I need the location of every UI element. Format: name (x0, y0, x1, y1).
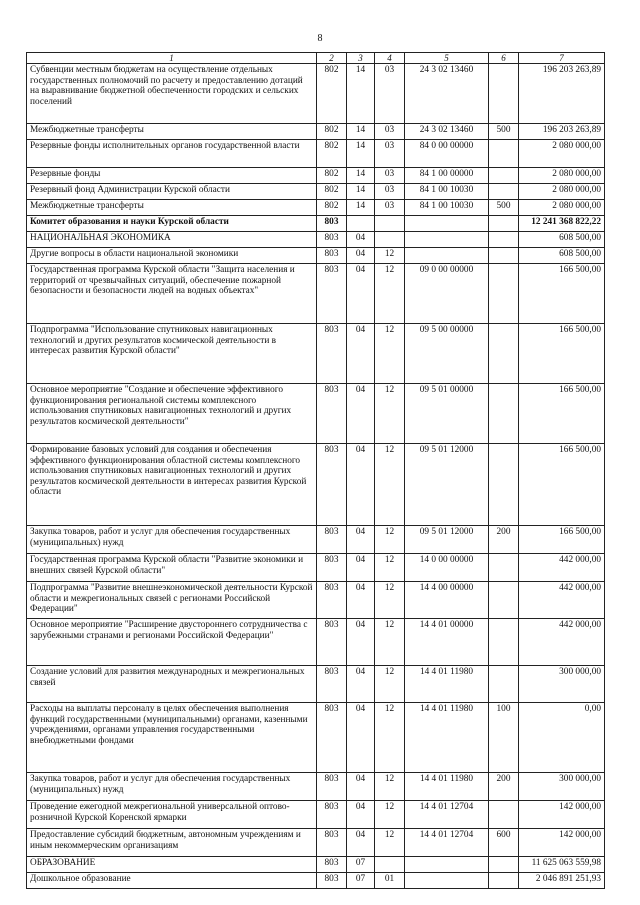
ministry-code-cell: 803 (317, 582, 347, 619)
amount-cell: 442 000,00 (519, 619, 605, 666)
subsection-code-cell: 03 (375, 200, 405, 216)
section-code-cell: 04 (347, 666, 375, 703)
target-article-cell: 84 0 00 00000 (405, 140, 489, 168)
expense-type-cell: 500 (489, 200, 519, 216)
target-article-cell: 24 3 02 13460 (405, 124, 489, 140)
target-article-cell: 09 5 01 12000 (405, 526, 489, 554)
subsection-code-cell: 01 (375, 873, 405, 889)
expense-type-cell (489, 264, 519, 324)
section-code-cell: 04 (347, 829, 375, 857)
expense-type-cell: 100 (489, 703, 519, 773)
section-code-cell: 14 (347, 200, 375, 216)
section-code-cell: 14 (347, 140, 375, 168)
item-name-cell: Межбюджетные трансферты (27, 200, 317, 216)
target-article-cell: 09 5 01 12000 (405, 444, 489, 526)
subsection-code-cell: 03 (375, 140, 405, 168)
table-row (27, 801, 605, 829)
expense-type-cell (489, 619, 519, 666)
target-article-cell (405, 873, 489, 889)
subsection-code-cell: 12 (375, 582, 405, 619)
subsection-code-cell: 12 (375, 324, 405, 384)
table-row (27, 582, 605, 619)
column-header: 7 (519, 53, 605, 64)
table-row (27, 124, 605, 140)
target-article-cell: 14 4 01 11980 (405, 666, 489, 703)
column-header: 1 (27, 53, 317, 64)
table-row (27, 666, 605, 703)
subsection-code-cell: 12 (375, 384, 405, 444)
target-article-cell: 84 1 00 00000 (405, 168, 489, 184)
expense-type-cell (489, 857, 519, 873)
item-name-cell: ОБРАЗОВАНИЕ (27, 857, 317, 873)
section-code-cell: 14 (347, 124, 375, 140)
section-code-cell: 14 (347, 64, 375, 124)
amount-cell: 442 000,00 (519, 554, 605, 582)
amount-cell: 2 046 891 251,93 (519, 873, 605, 889)
ministry-code-cell: 803 (317, 619, 347, 666)
target-article-cell: 14 4 01 11980 (405, 773, 489, 801)
ministry-code-cell: 803 (317, 248, 347, 264)
section-code-cell: 04 (347, 324, 375, 384)
column-header: 4 (375, 53, 405, 64)
table-row (27, 168, 605, 184)
ministry-code-cell: 802 (317, 184, 347, 200)
item-name-cell: Субвенции местным бюджетам на осуществление отдельных государственных полномочий по расчету и предоставлению дотаций на выравнивание бюджетной обеспеченности городских и сельских поселений (27, 64, 317, 124)
table-row (27, 248, 605, 264)
target-article-cell: 09 5 00 00000 (405, 324, 489, 384)
expense-type-cell (489, 216, 519, 232)
amount-cell: 142 000,00 (519, 801, 605, 829)
target-article-cell: 14 0 00 00000 (405, 554, 489, 582)
target-article-cell (405, 232, 489, 248)
expense-type-cell (489, 64, 519, 124)
table-row (27, 324, 605, 384)
subsection-code-cell: 12 (375, 801, 405, 829)
subsection-code-cell: 03 (375, 168, 405, 184)
target-article-cell: 09 5 01 00000 (405, 384, 489, 444)
section-code-cell: 04 (347, 619, 375, 666)
amount-cell: 166 500,00 (519, 264, 605, 324)
ministry-code-cell: 802 (317, 124, 347, 140)
table-row (27, 216, 605, 232)
expense-type-cell (489, 232, 519, 248)
expense-type-cell (489, 184, 519, 200)
subsection-code-cell: 12 (375, 554, 405, 582)
expense-type-cell (489, 666, 519, 703)
amount-cell: 12 241 368 822,22 (519, 216, 605, 232)
amount-cell: 0,00 (519, 703, 605, 773)
column-header: 2 (317, 53, 347, 64)
target-article-cell: 14 4 01 00000 (405, 619, 489, 666)
expense-type-cell (489, 140, 519, 168)
section-code-cell: 04 (347, 384, 375, 444)
budget-table (26, 52, 605, 889)
subsection-code-cell: 12 (375, 666, 405, 703)
section-code-cell: 04 (347, 554, 375, 582)
section-code-cell (347, 216, 375, 232)
item-name-cell: Резервные фонды исполнительных органов государственной власти (27, 140, 317, 168)
item-name-cell: Закупка товаров, работ и услуг для обеспечения государственных (муниципальных) нужд (27, 773, 317, 801)
amount-cell: 166 500,00 (519, 444, 605, 526)
subsection-code-cell: 12 (375, 444, 405, 526)
amount-cell: 166 500,00 (519, 324, 605, 384)
target-article-cell: 14 4 01 12704 (405, 801, 489, 829)
section-code-cell: 04 (347, 703, 375, 773)
subsection-code-cell: 12 (375, 264, 405, 324)
ministry-code-cell: 803 (317, 444, 347, 526)
table-row (27, 829, 605, 857)
expense-type-cell (489, 168, 519, 184)
expense-type-cell (489, 582, 519, 619)
amount-cell: 166 500,00 (519, 526, 605, 554)
amount-cell: 2 080 000,00 (519, 184, 605, 200)
section-code-cell: 07 (347, 873, 375, 889)
subsection-code-cell: 12 (375, 526, 405, 554)
expense-type-cell (489, 444, 519, 526)
ministry-code-cell: 802 (317, 200, 347, 216)
amount-cell: 11 625 063 559,98 (519, 857, 605, 873)
ministry-code-cell: 803 (317, 873, 347, 889)
ministry-code-cell: 803 (317, 857, 347, 873)
amount-cell: 300 000,00 (519, 773, 605, 801)
ministry-code-cell: 803 (317, 384, 347, 444)
table-row (27, 64, 605, 124)
ministry-code-cell: 803 (317, 526, 347, 554)
item-name-cell: НАЦИОНАЛЬНАЯ ЭКОНОМИКА (27, 232, 317, 248)
ministry-code-cell: 803 (317, 703, 347, 773)
column-header: 6 (489, 53, 519, 64)
section-code-cell: 04 (347, 526, 375, 554)
target-article-cell (405, 248, 489, 264)
expense-type-cell: 200 (489, 773, 519, 801)
subsection-code-cell: 12 (375, 619, 405, 666)
section-code-cell: 04 (347, 248, 375, 264)
amount-cell: 2 080 000,00 (519, 200, 605, 216)
ministry-code-cell: 803 (317, 216, 347, 232)
ministry-code-cell: 803 (317, 264, 347, 324)
table-row (27, 232, 605, 248)
amount-cell: 300 000,00 (519, 666, 605, 703)
amount-cell: 166 500,00 (519, 384, 605, 444)
table-row (27, 857, 605, 873)
subsection-code-cell: 12 (375, 248, 405, 264)
amount-cell: 196 203 263,89 (519, 64, 605, 124)
table-row (27, 140, 605, 168)
expense-type-cell (489, 248, 519, 264)
item-name-cell: Основное мероприятие "Расширение двустороннего сотрудничества с зарубежными странами и регионами Российской Федерации" (27, 619, 317, 666)
item-name-cell: Межбюджетные трансферты (27, 124, 317, 140)
table-row (27, 184, 605, 200)
target-article-cell: 14 4 01 11980 (405, 703, 489, 773)
item-name-cell: Дошкольное образование (27, 873, 317, 889)
target-article-cell (405, 857, 489, 873)
section-code-cell: 14 (347, 168, 375, 184)
section-code-cell: 04 (347, 232, 375, 248)
target-article-cell: 14 4 01 12704 (405, 829, 489, 857)
item-name-cell: Формирование базовых условий для создания и обеспечения эффективного функционирования областной системы комплексного использования спутниковых навигационных технологий и других результатов космической деятельности в интересах развития Курской области (27, 444, 317, 526)
table-row (27, 264, 605, 324)
section-code-cell: 14 (347, 184, 375, 200)
item-name-cell: Проведение ежегодной межрегиональной универсальной оптово-розничной Курской Коренской ярмарки (27, 801, 317, 829)
expense-type-cell (489, 324, 519, 384)
subsection-code-cell: 12 (375, 773, 405, 801)
subsection-code-cell: 12 (375, 829, 405, 857)
item-name-cell: Государственная программа Курской области "Развитие экономики и внешних связей Курской области" (27, 554, 317, 582)
section-code-cell: 04 (347, 264, 375, 324)
item-name-cell: Предоставление субсидий бюджетным, автономным учреждениям и иным некоммерческим организациям (27, 829, 317, 857)
item-name-cell: Основное мероприятие "Создание и обеспечение эффективного функционирования региональной системы комплексного использования спутниковых навигационных технологий и других результатов космической деятельности" (27, 384, 317, 444)
item-name-cell: Подпрограмма "Развитие внешнеэкономической деятельности Курской области и межрегиональных связей с регионами Российской Федерации" (27, 582, 317, 619)
item-name-cell: Создание условий для развития международных и межрегиональных связей (27, 666, 317, 703)
subsection-code-cell: 03 (375, 184, 405, 200)
amount-cell: 2 080 000,00 (519, 140, 605, 168)
item-name-cell: Другие вопросы в области национальной экономики (27, 248, 317, 264)
expense-type-cell: 500 (489, 124, 519, 140)
expense-type-cell (489, 873, 519, 889)
expense-type-cell: 200 (489, 526, 519, 554)
table-row (27, 619, 605, 666)
ministry-code-cell: 803 (317, 554, 347, 582)
ministry-code-cell: 803 (317, 801, 347, 829)
target-article-cell: 14 4 00 00000 (405, 582, 489, 619)
section-code-cell: 04 (347, 801, 375, 829)
expense-type-cell: 600 (489, 829, 519, 857)
item-name-cell: Закупка товаров, работ и услуг для обеспечения государственных (муниципальных) нужд (27, 526, 317, 554)
item-name-cell: Комитет образования и науки Курской области (27, 216, 317, 232)
subsection-code-cell: 12 (375, 703, 405, 773)
target-article-cell (405, 216, 489, 232)
target-article-cell: 24 3 02 13460 (405, 64, 489, 124)
amount-cell: 2 080 000,00 (519, 168, 605, 184)
table-row (27, 773, 605, 801)
table-row (27, 200, 605, 216)
section-code-cell: 07 (347, 857, 375, 873)
item-name-cell: Резервный фонд Администрации Курской области (27, 184, 317, 200)
column-header: 5 (405, 53, 489, 64)
section-code-cell: 04 (347, 582, 375, 619)
table-row (27, 526, 605, 554)
table-row (27, 703, 605, 773)
amount-cell: 442 000,00 (519, 582, 605, 619)
expense-type-cell (489, 801, 519, 829)
amount-cell: 608 500,00 (519, 248, 605, 264)
table-row (27, 444, 605, 526)
item-name-cell: Подпрограмма "Использование спутниковых навигационных технологий и других результатов космической деятельности в интересах развития Курской области" (27, 324, 317, 384)
expense-type-cell (489, 384, 519, 444)
item-name-cell: Резервные фонды (27, 168, 317, 184)
section-code-cell: 04 (347, 773, 375, 801)
amount-cell: 142 000,00 (519, 829, 605, 857)
column-header: 3 (347, 53, 375, 64)
target-article-cell: 84 1 00 10030 (405, 184, 489, 200)
ministry-code-cell: 803 (317, 666, 347, 703)
item-name-cell: Государственная программа Курской области "Защита населения и территорий от чрезвычайных ситуаций, обеспечение пожарной безопасности и безопасности людей на водных объектах" (27, 264, 317, 324)
subsection-code-cell: 03 (375, 124, 405, 140)
table-row (27, 554, 605, 582)
amount-cell: 196 203 263,89 (519, 124, 605, 140)
table-row (27, 384, 605, 444)
subsection-code-cell (375, 232, 405, 248)
subsection-code-cell: 03 (375, 64, 405, 124)
column-number-row (27, 53, 605, 64)
amount-cell: 608 500,00 (519, 232, 605, 248)
ministry-code-cell: 803 (317, 773, 347, 801)
target-article-cell: 84 1 00 10030 (405, 200, 489, 216)
page-number: 8 (317, 33, 323, 44)
ministry-code-cell: 803 (317, 232, 347, 248)
ministry-code-cell: 803 (317, 324, 347, 384)
ministry-code-cell: 803 (317, 829, 347, 857)
target-article-cell: 09 0 00 00000 (405, 264, 489, 324)
ministry-code-cell: 802 (317, 168, 347, 184)
ministry-code-cell: 802 (317, 64, 347, 124)
section-code-cell: 04 (347, 444, 375, 526)
expense-type-cell (489, 554, 519, 582)
item-name-cell: Расходы на выплаты персоналу в целях обеспечения выполнения функций государственными (муниципальными) органами, казенными учреждениями, органами управления государственными внебюджетными фондами (27, 703, 317, 773)
subsection-code-cell (375, 216, 405, 232)
subsection-code-cell (375, 857, 405, 873)
table-row (27, 873, 605, 889)
ministry-code-cell: 802 (317, 140, 347, 168)
